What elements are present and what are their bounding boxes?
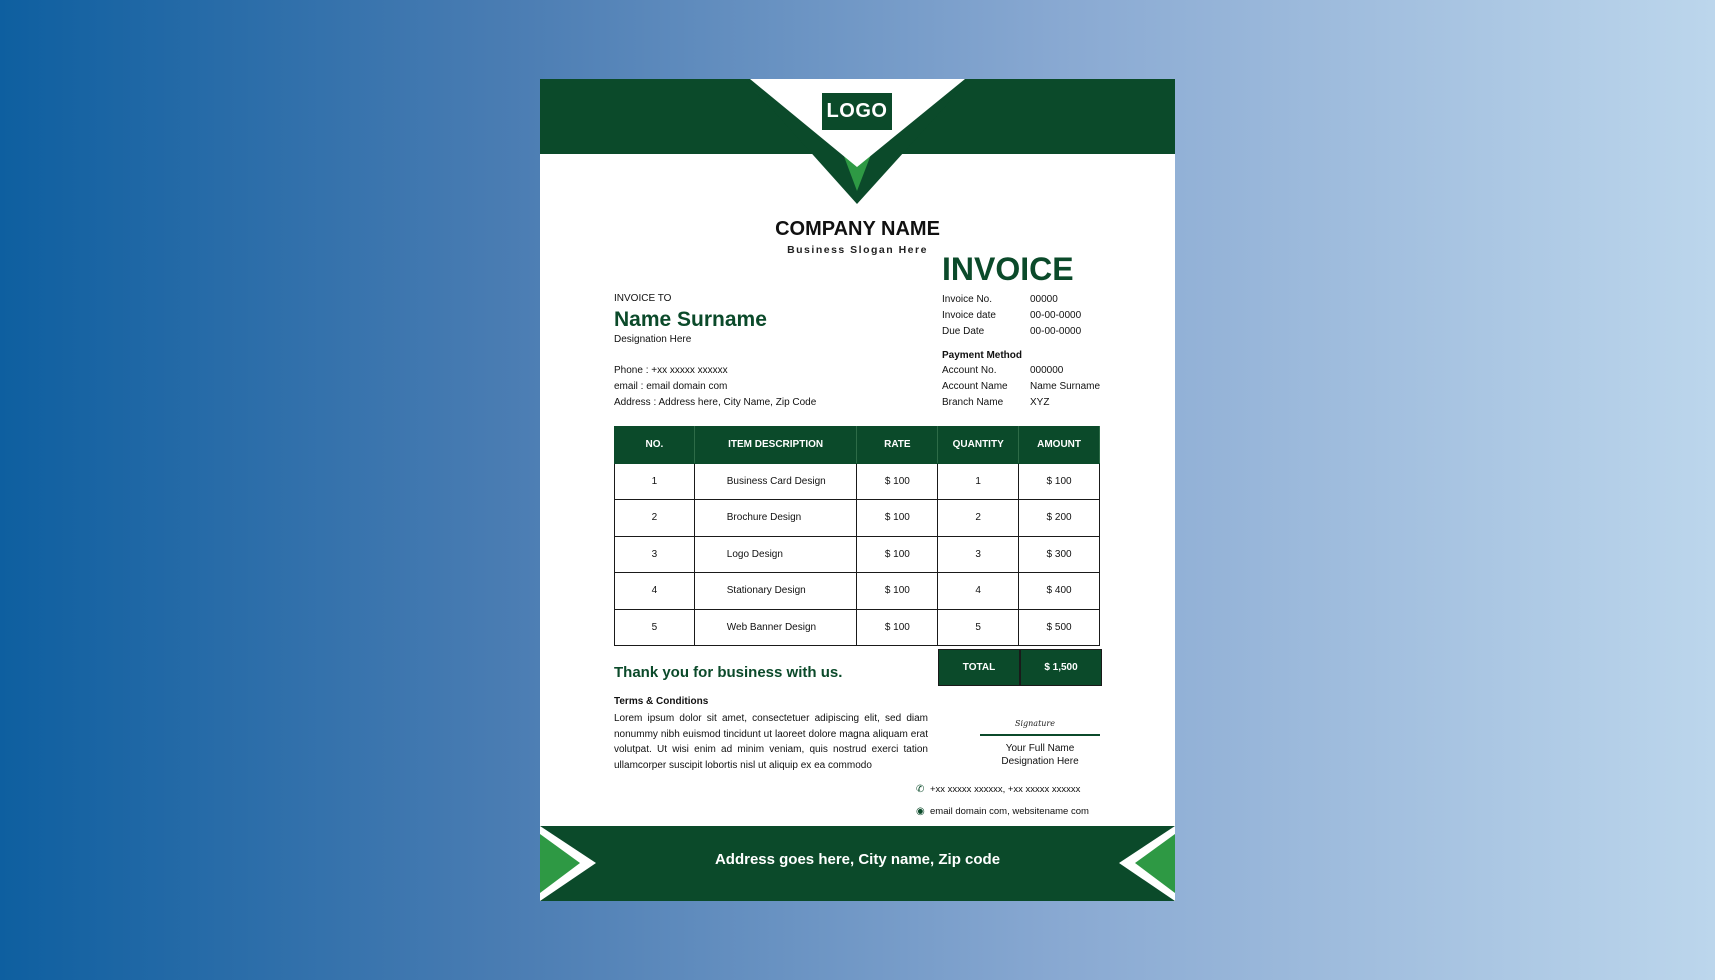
invoice-number-row: [942, 294, 1058, 305]
table-row: [615, 463, 1100, 500]
account-name-row: [942, 381, 1101, 392]
footer-web: [916, 806, 1089, 817]
meta-label: Invoice No.: [942, 294, 993, 305]
client-phone: Phone : +xx xxxxx xxxxxx: [614, 365, 728, 376]
globe-icon: ◉: [916, 806, 925, 817]
meta-value: 00-00-0000: [1030, 326, 1082, 337]
cell-description: Stationary Design: [694, 573, 857, 610]
cell-no: 4: [615, 573, 695, 610]
meta-label: Account Name: [942, 381, 1008, 392]
meta-label: Invoice date: [942, 310, 996, 321]
signature-block: [980, 742, 1100, 768]
signature-line: [980, 734, 1100, 736]
cell-description: Brochure Design: [694, 500, 857, 537]
cell-no: 3: [615, 536, 695, 573]
total-row: [938, 649, 1102, 686]
signer-designation: Designation Here: [1001, 756, 1079, 767]
column-header: NO.: [615, 427, 695, 464]
table-row: [615, 500, 1100, 537]
table-row: [615, 573, 1100, 610]
client-designation: Designation Here: [614, 334, 692, 345]
due-date-row: [942, 326, 1082, 337]
total-value: $ 1,500: [1020, 649, 1102, 686]
table-row: [615, 536, 1100, 573]
table-row: [615, 609, 1100, 646]
table-header-row: [615, 427, 1100, 464]
cell-amount: $ 500: [1019, 609, 1100, 646]
meta-label: Account No.: [942, 365, 997, 376]
branch-name-row: [942, 397, 1050, 408]
cell-quantity: 2: [938, 500, 1019, 537]
signer-name: Your Full Name: [1005, 743, 1075, 754]
thank-you-message: Thank you for business with us.: [614, 664, 843, 681]
cell-quantity: 5: [938, 609, 1019, 646]
footer-phone-text: +xx xxxxx xxxxxx, +xx xxxxx xxxxxx: [930, 784, 1081, 795]
column-header: ITEM DESCRIPTION: [694, 427, 857, 464]
company-name: COMPANY NAME: [775, 218, 940, 240]
invoice-date-row: [942, 310, 1082, 321]
cell-amount: $ 200: [1019, 500, 1100, 537]
cell-no: 2: [615, 500, 695, 537]
meta-label: Due Date: [942, 326, 985, 337]
invoice-to-label: INVOICE TO: [614, 293, 672, 304]
phone-icon: ✆: [916, 784, 925, 795]
cell-no: 1: [615, 463, 695, 500]
cell-no: 5: [615, 609, 695, 646]
cell-description: Web Banner Design: [694, 609, 857, 646]
client-name: Name Surname: [614, 308, 767, 331]
cell-rate: $ 100: [857, 536, 938, 573]
meta-value: 00-00-0000: [1030, 310, 1082, 321]
cell-amount: $ 100: [1019, 463, 1100, 500]
cell-description: Logo Design: [694, 536, 857, 573]
meta-value: XYZ: [1030, 397, 1050, 408]
meta-label: Branch Name: [942, 397, 1004, 408]
meta-value: Name Surname: [1030, 381, 1101, 392]
payment-method-title: Payment Method: [942, 350, 1023, 361]
cell-description: Business Card Design: [694, 463, 857, 500]
cell-quantity: 1: [938, 463, 1019, 500]
account-number-row: [942, 365, 1064, 376]
invoice-sheet: [540, 79, 1175, 901]
terms-body: Lorem ipsum dolor sit amet, consectetuer adipiscing elit, sed diam nonummy nibh euismod tincidunt ut laoreet dolore magna aliquam erat volutpat. Ut wisi enim ad minim veniam, quis nostrud exerci tation ullamcorper suscipit lobortis nisl ut aliquip ex ea commodo: [614, 713, 928, 771]
client-email: email : email domain com: [614, 381, 728, 392]
total-label: TOTAL: [938, 649, 1020, 686]
cell-rate: $ 100: [857, 500, 938, 537]
footer-web-text: email domain com, websitename com: [930, 806, 1089, 817]
footer-address: Address goes here, City name, Zip code: [714, 851, 1001, 868]
cell-rate: $ 100: [857, 463, 938, 500]
meta-value: 000000: [1030, 365, 1064, 376]
cell-quantity: 3: [938, 536, 1019, 573]
footer-phone: [916, 784, 1080, 795]
client-address: Address : Address here, City Name, Zip Code: [614, 397, 817, 408]
invoice-title: INVOICE: [942, 251, 1074, 287]
cell-amount: $ 300: [1019, 536, 1100, 573]
signature: Signature: [1014, 719, 1055, 728]
meta-value: 00000: [1030, 294, 1058, 305]
cell-quantity: 4: [938, 573, 1019, 610]
column-header: QUANTITY: [938, 427, 1019, 464]
cell-amount: $ 400: [1019, 573, 1100, 610]
company-slogan: Business Slogan Here: [787, 244, 928, 256]
items-table: [614, 426, 1100, 646]
cell-rate: $ 100: [857, 573, 938, 610]
cell-rate: $ 100: [857, 609, 938, 646]
terms-title: Terms & Conditions: [614, 696, 709, 707]
column-header: RATE: [857, 427, 938, 464]
logo: LOGO: [822, 93, 892, 130]
column-header: AMOUNT: [1019, 427, 1100, 464]
